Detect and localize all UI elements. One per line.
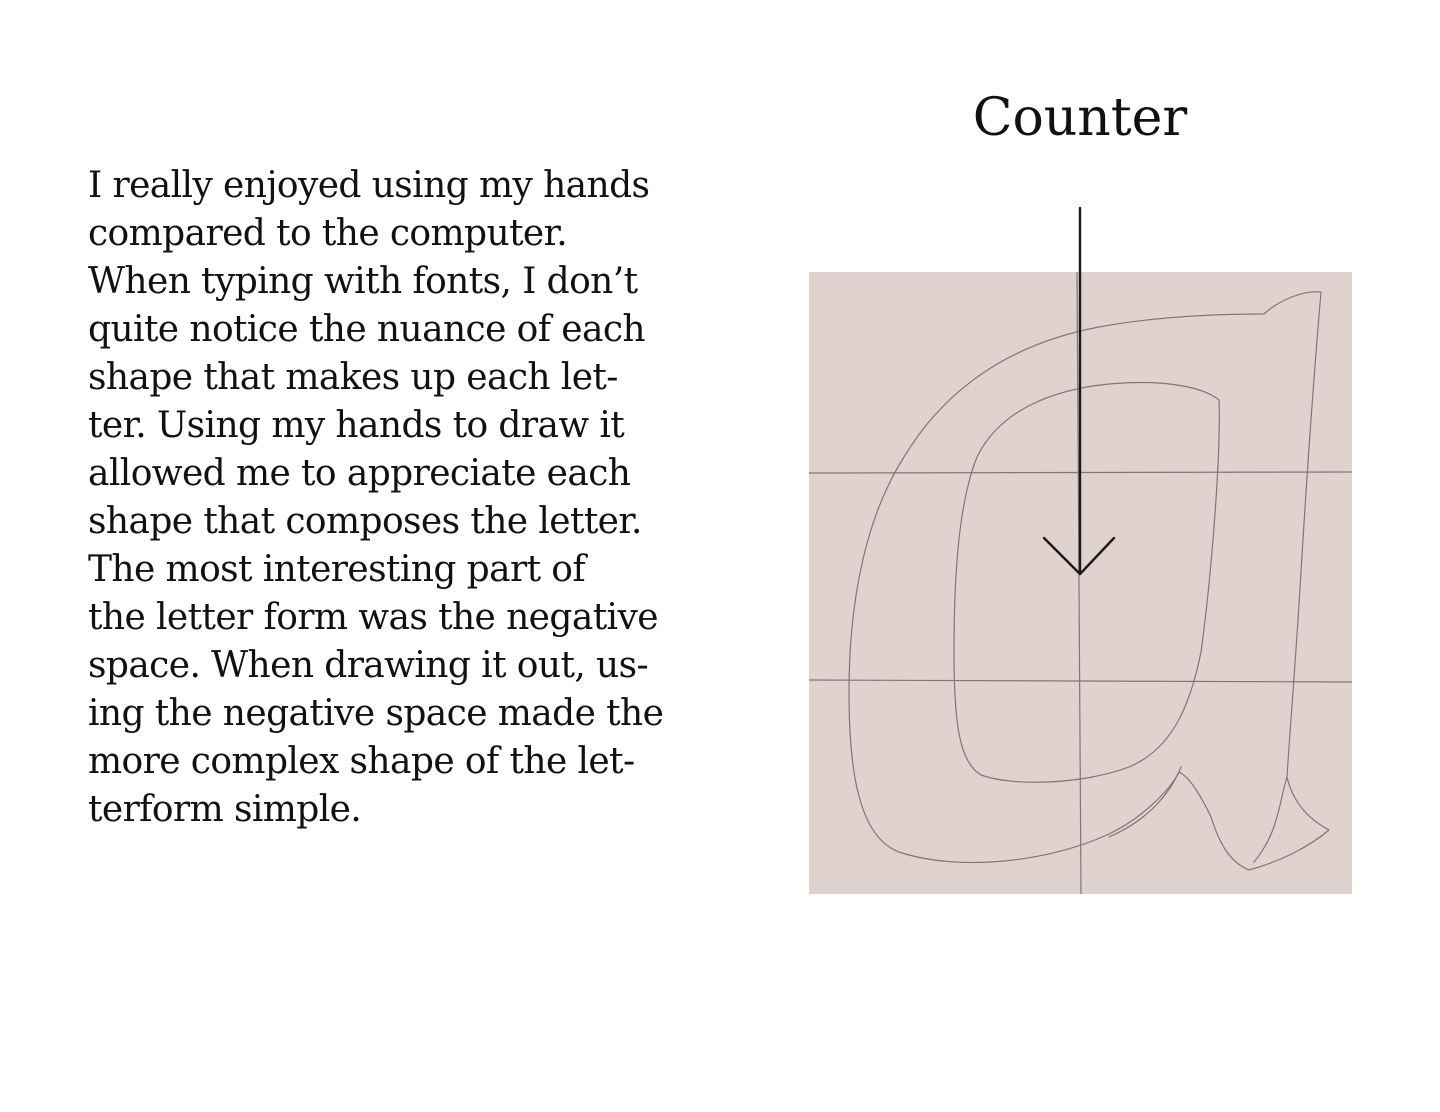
reflection-line: The most interesting part of (88, 549, 586, 590)
sketch-stroke (1109, 767, 1181, 837)
grid-line (809, 472, 1352, 473)
reflection-line: ter. Using my hands to draw it (88, 405, 625, 446)
reflection-line: shape that composes the letter. (88, 501, 642, 542)
grid-line (1077, 272, 1081, 894)
counter-label: Counter (972, 88, 1188, 148)
reflection-line: terform simple. (88, 789, 362, 830)
reflection-line: quite notice the nuance of each (88, 309, 645, 350)
letter-counter-contour (954, 383, 1219, 783)
reflection-line: the letter form was the negative (88, 597, 658, 638)
reflection-line: compared to the computer. (88, 213, 568, 254)
reflection-paragraph (88, 162, 688, 834)
reflection-line: shape that makes up each let- (88, 357, 618, 398)
letter-outer-contour (849, 292, 1329, 870)
reflection-line: allowed me to appreciate each (88, 453, 631, 494)
sketch-stroke (1254, 777, 1287, 862)
letter-a-sketch (809, 272, 1352, 894)
reflection-line: ing the negative space made the (88, 693, 664, 734)
reflection-line: space. When drawing it out, us- (88, 645, 649, 686)
reflection-line: more complex shape of the let- (88, 741, 635, 782)
letter-sketch-photo (809, 272, 1352, 894)
reflection-line: I really enjoyed using my hands (88, 165, 650, 206)
grid-line (809, 680, 1352, 682)
reflection-line: When typing with fonts, I don’t (88, 261, 638, 302)
